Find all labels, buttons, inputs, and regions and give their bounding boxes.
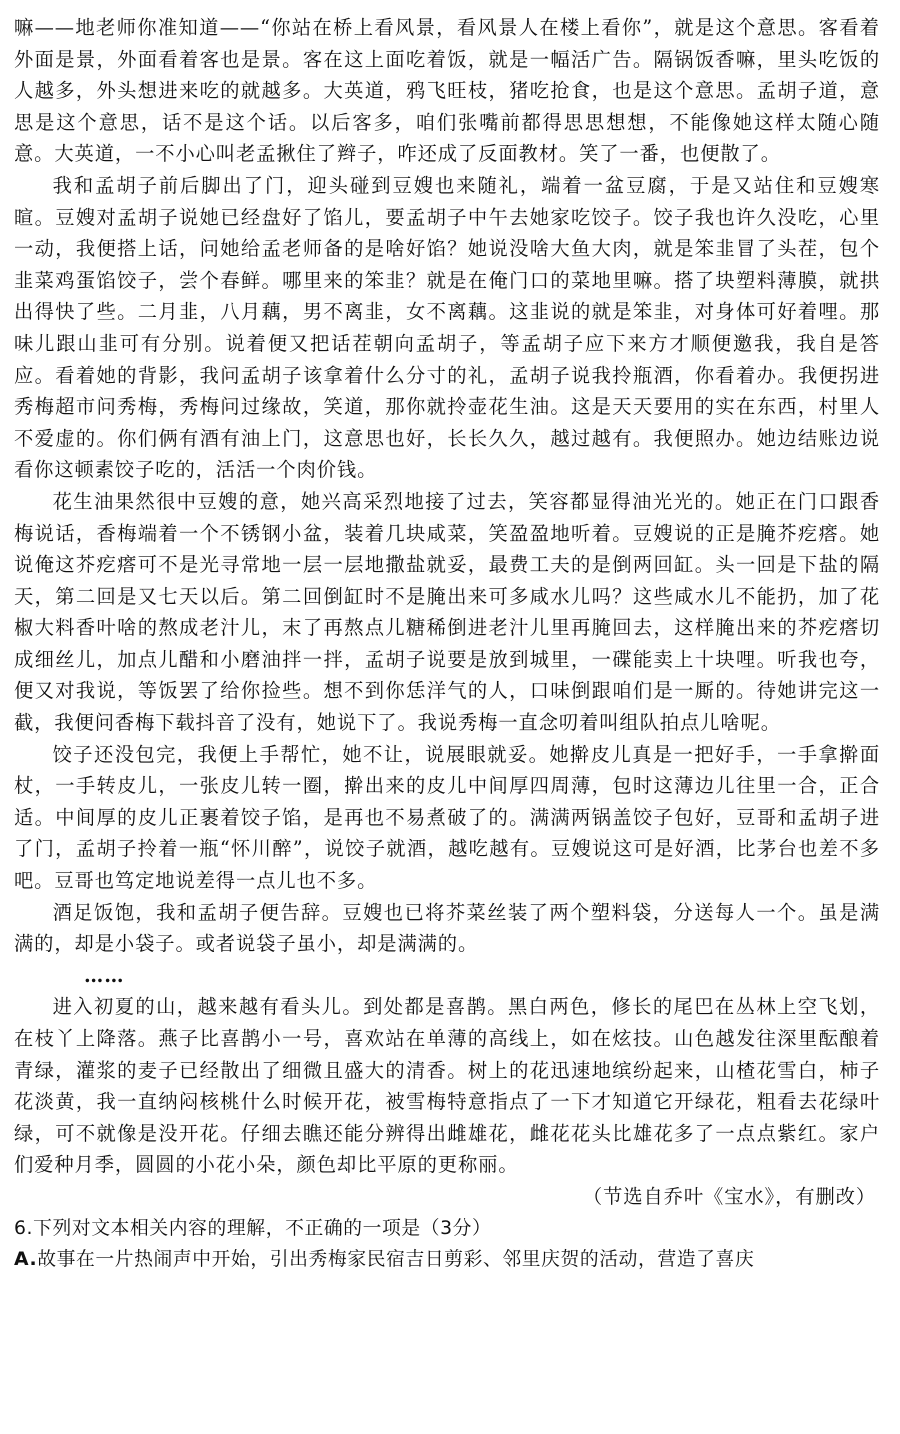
paragraph-peanut-oil: 花生油果然很中豆嫂的意，她兴高采烈地接了过去，笑容都显得油光光的。她正在门口跟香梅说话，香梅端着一个不锈钢小盆，装着几块咸菜，笑盈盈地听着。豆嫂说的正是腌芥疙瘩。她说俺这芥疙瘩可不是光寻常地一层一层地撒盐就妥，最费工夫的是倒两回缸。头一回是下盐的隔天，第二回是又七天以后。第二回倒缸时不是腌出来可多咸水儿吗？这些咸水儿不能扔，加了花椒大料香叶啥的熬成老汁儿，末了再熬点儿糖稀倒进老汁儿里再腌回去，这样腌出来的芥疙瘩切成细丝儿，加点儿醋和小磨油拌一拌，孟胡子说要是放到城里，一碟能卖上十块哩。听我也夸，便又对我说，等饭罢了给你捡些。想不到你恁洋气的人，口味倒跟咱们是一厮的。待她讲完这一截，我便问香梅下载抖音了没有，她说下了。我说秀梅一直念叨着叫组队拍点儿啥呢。 bbox=[14, 489, 880, 735]
paragraph-dumplings: 饺子还没包完，我便上手帮忙，她不让，说展眼就妥。她擀皮儿真是一把好手，一手拿擀面杖，一手转皮儿，一张皮儿转一圈，擀出来的皮儿中间厚四周薄，包时这薄边儿往里一合，正合适。中间厚的皮儿正裹着饺子馅，是再也不易煮破了的。满满两锅盖饺子包好，豆哥和孟胡子进了门，孟胡子拎着一瓶“怀川醉”，说饺子就酒，越吃越有。豆嫂说这可是好酒，比茅台也差不多吧。豆哥也笃定地说差得一点儿也不多。 bbox=[14, 742, 880, 893]
paragraph-farewell: 酒足饭饱，我和孟胡子便告辞。豆嫂也已将芥菜丝装了两个塑料袋，分送每人一个。虽是满满的，却是小袋子。或者说袋子虽小，却是满满的。 bbox=[14, 900, 880, 956]
omission-mark: …… bbox=[84, 963, 125, 987]
passage-text bbox=[14, 12, 880, 1276]
source-citation: （节选自乔叶《宝水》，有删改） bbox=[582, 1184, 876, 1208]
question-stem: 6.下列对文本相关内容的理解，不正确的一项是（3分） bbox=[14, 1217, 492, 1239]
option-a-text: 故事在一片热闹声中开始，引出秀梅家民宿吉日剪彩、邻里庆贺的活动，营造了喜庆 bbox=[37, 1249, 755, 1271]
option-a-letter: A. bbox=[14, 1249, 38, 1271]
option-a bbox=[14, 1244, 880, 1276]
paragraph-early-summer: 进入初夏的山，越来越有看头儿。到处都是喜鹊。黑白两色，修长的尾巴在丛林上空飞划，在枝丫上降落。燕子比喜鹊小一号，喜欢站在单薄的高线上，如在炫技。山色越发往深里酝酿着青绿，灌浆的麦子已经散出了细微且盛大的清香。树上的花迅速地缤纷起来，山楂花雪白，柿子花淡黄，我一直纳闷核桃什么时候开花，被雪梅特意指点了一下才知道它开绿花，粗看去花绿叶绿，可不就像是没开花。仔细去瞧还能分辨得出雌雄花，雌花花头比雄花多了一点点紫红。家户们爱种月季，圆圆的小花小朵，颜色却比平原的更称丽。 bbox=[14, 995, 880, 1177]
paragraph-dousao-greeting: 我和孟胡子前后脚出了门，迎头碰到豆嫂也来随礼，端着一盆豆腐，于是又站住和豆嫂寒暄。豆嫂对孟胡子说她已经盘好了馅儿，要孟胡子中午去她家吃饺子。饺子我也许久没吃，心里一动，我便搭上话，问她给孟老师备的是啥好馅？她说没啥大鱼大肉，就是笨韭冒了头茬，包个韭菜鸡蛋馅饺子，尝个春鲜。哪里来的笨韭？就是在俺门口的菜地里嘛。搭了块塑料薄膜，就拱出得快了些。二月韭，八月藕，男不离韭，女不离藕。这韭说的就是笨韭，对身体可好着哩。那味儿跟山韭可有分别。说着便又把话茬朝向孟胡子，等孟胡子应下来方才顺便邀我，我自是答应。看着她的背影，我问孟胡子该拿着什么分寸的礼，孟胡子说我拎瓶酒，你看着办。我便拐进秀梅超市问秀梅，秀梅问过缘故，笑道，那你就拎壶花生油。这是天天要用的实在东西，村里人不爱虚的。你们俩有酒有油上门，这意思也好，长长久久，越过越有。我便照办。她边结账边说看你这顿素饺子吃的，活活一个肉价钱。 bbox=[14, 173, 880, 482]
paragraph-continued: 嘛——地老师你准知道——“你站在桥上看风景，看风景人在楼上看你”，就是这个意思。客看着外面是景，外面看着客也是景。客在这上面吃着饭，就是一幅活广告。隔锅饭香嘛，里头吃饭的人越多，外头想进来吃的就越多。大英道，鸦飞旺枝，猪吃抢食，也是这个意思。孟胡子道，意思是这个意思，话不是这个话。以后客多，咱们张嘴前都得思思想想，不能像她这样太随心随意。大英道，一不小心叫老孟揪住了辫子，咋还成了反面教材。笑了一番，也便散了。 bbox=[14, 16, 880, 166]
